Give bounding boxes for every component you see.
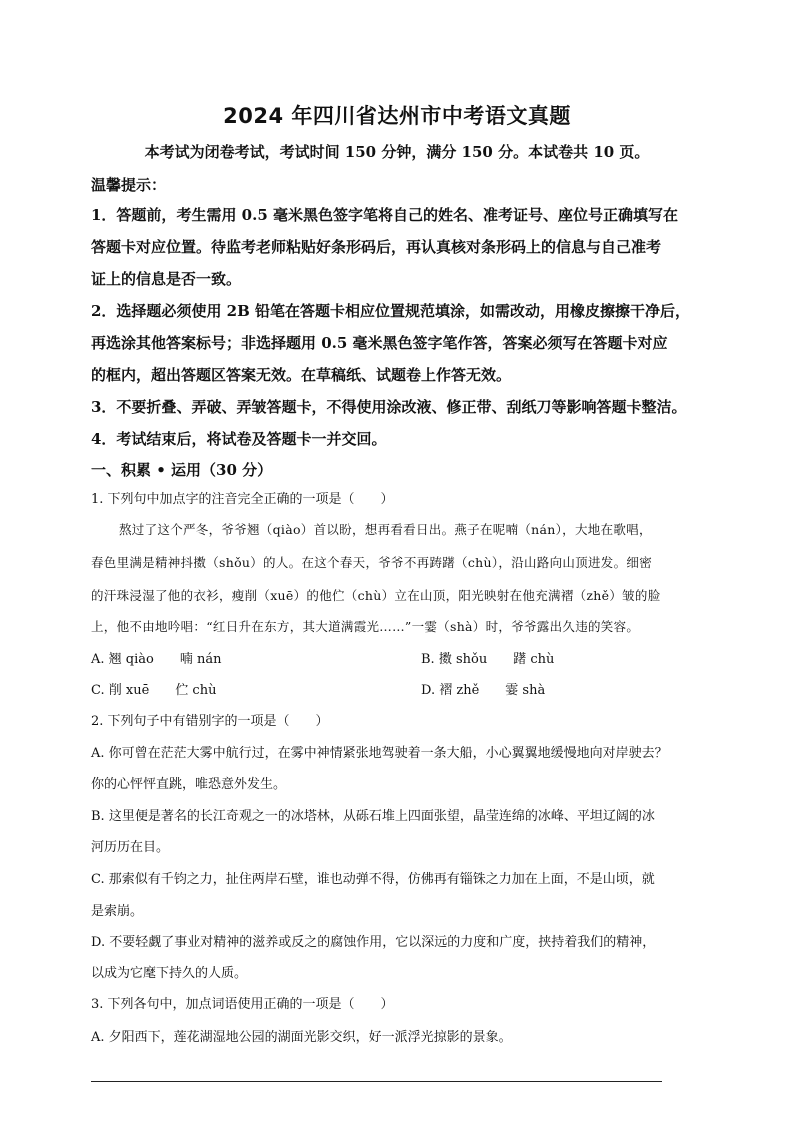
question-3-option-a: A. 夕阳西下，莲花湖湿地公园的湖面光影交织，好一派浮光掠影的景象。 [91, 1030, 512, 1045]
exam-intro: 本考试为闭卷考试，考试时间 150 分钟，满分 150 分。本试卷共 10 页。 [144, 143, 650, 161]
question-2-option-b-cont: 河历历在目。 [91, 840, 170, 855]
tip-1-line-3: 证上的信息是否一致。 [91, 270, 242, 288]
question-1-passage-line: 熬过了这个严冬，爷爷翘（qiào）首以盼，想再看看日出。燕子在呢喃（nán），大地在歌唱， [119, 522, 652, 537]
tip-1-line-1: 1．答题前，考生需用 0.5 毫米黑色签字笔将自己的姓名、准考证号、座位号正确填写在 [91, 206, 678, 224]
question-2-option-b: B. 这里便是著名的长江奇观之一的冰塔林，从砾石堆上四面张望，晶莹连绵的冰峰、平坦辽阔的冰 [91, 809, 655, 824]
question-2-option-c: C. 那索似有千钧之力，扯住两岸石壁，谁也动弹不得，仿佛再有锱铢之力加在上面，不是山顷，就 [91, 872, 655, 887]
question-2-option-a-cont: 你的心怦怦直跳，唯恐意外发生。 [91, 777, 287, 792]
tip-1-line-2: 答题卡对应位置。待监考老师粘贴好条形码后，再认真核对条形码上的信息与自己准考 [91, 238, 662, 256]
footer-divider [91, 1081, 662, 1082]
tips-heading: 温馨提示： [91, 176, 167, 194]
tip-2-line-1: 2．选择题必须使用 2B 铅笔在答题卡相应位置规范填涂，如需改动，用橡皮擦擦干净后， [91, 302, 691, 320]
question-2-stem: 2. 下列句子中有错别字的一项是（ ） [91, 714, 329, 729]
section-heading: 一、积累 • 运用（30 分） [91, 461, 273, 479]
question-1-option-d: D. 褶 zhě 霎 shà [421, 683, 546, 698]
question-1-option-a: A. 翘 qiào 喃 nán [91, 652, 222, 667]
tip-4: 4．考试结束后，将试卷及答题卡一并交回。 [91, 430, 387, 448]
question-1-passage-line: 春色里满是精神抖擞（shǒu）的人。在这个春天，爷爷不再踌躇（chù），沿山路向山顶进发。细密 [91, 555, 652, 570]
question-2-option-d: D. 不要轻觑了事业对精神的滋养或反之的腐蚀作用，它以深远的力度和广度，挟持着我们的精神， [91, 935, 656, 950]
question-1-option-b: B. 擞 shǒu 躇 chù [421, 652, 555, 667]
question-1-passage-line: 的汗珠浸湿了他的衣衫，瘦削（xuē）的他伫（chù）立在山顶，阳光映射在他充满褶（zhě）皱的脸 [91, 588, 661, 603]
question-1-passage-line: 上，他不由地吟唱：“红日升在东方，其大道满霞光……”一霎（shà）时，爷爷露出久违的笑容。 [91, 619, 640, 634]
question-2-option-d-cont: 以成为它麾下持久的人质。 [91, 966, 248, 981]
page-title: 2024 年四川省达州市中考语文真题 [223, 104, 571, 128]
tip-2-line-2: 再选涂其他答案标号；非选择题用 0.5 毫米黑色签字笔作答，答案必须写在答题卡对应 [91, 334, 668, 352]
question-2-option-a: A. 你可曾在茫茫大雾中航行过，在雾中神情紧张地驾驶着一条大船，小心翼翼地缓慢地向对岸驶去？ [91, 746, 668, 761]
tip-2-line-3: 的框内，超出答题区答案无效。在草稿纸、试题卷上作答无效。 [91, 366, 512, 384]
question-2-option-c-cont: 是索崩。 [91, 904, 144, 919]
question-3-stem: 3. 下列各句中，加点词语使用正确的一项是（ ） [91, 997, 394, 1012]
tip-3: 3．不要折叠、弄破、弄皱答题卡，不得使用涂改液、修正带、刮纸刀等影响答题卡整洁。 [91, 398, 687, 416]
question-1-option-c: C. 削 xuē 伫 chù [91, 683, 217, 698]
question-1-stem: 1. 下列句中加点字的注音完全正确的一项是（ ） [91, 492, 394, 507]
